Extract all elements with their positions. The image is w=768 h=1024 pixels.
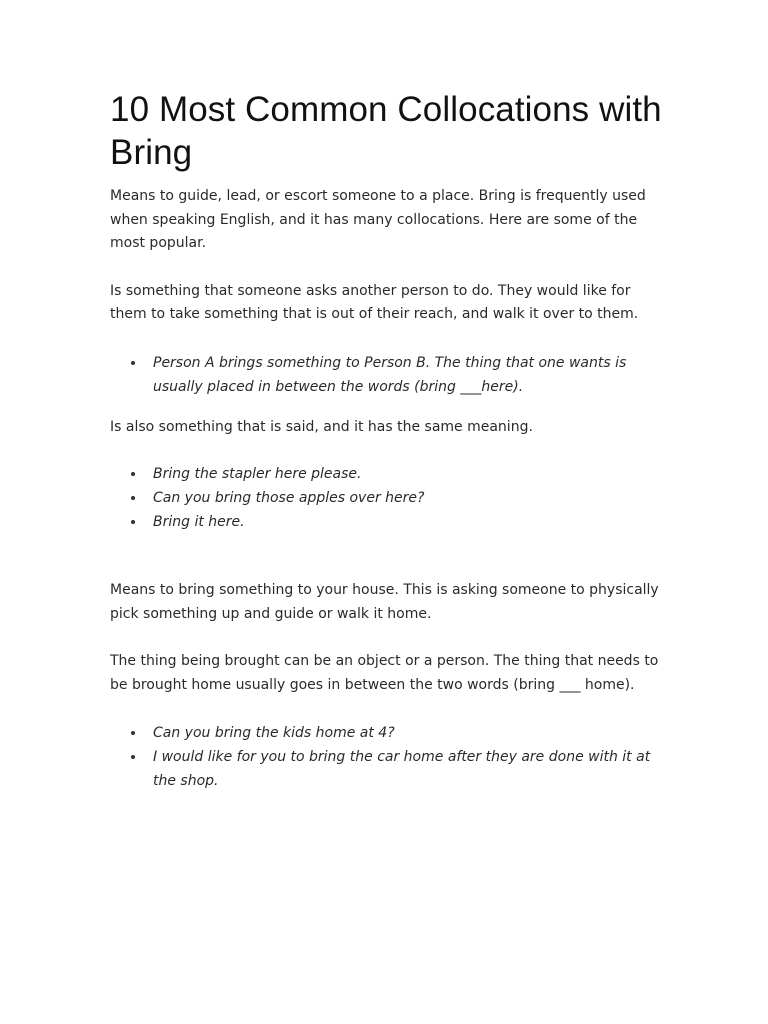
document-page (110, 88, 670, 793)
list-item: Can you bring the kids home at 4? (153, 721, 670, 745)
bring-here-pattern-list (110, 351, 670, 399)
bring-here-definition: Is something that someone asks another person to do. They would like for them to take something that is out of their reach, and walk it over to them. (110, 282, 639, 322)
bring-here-examples-list (110, 462, 670, 534)
list-item: Can you bring those apples over here? (153, 486, 670, 510)
list-item: Person A brings something to Person B. The thing that one wants is usually placed in between the words (bring ___here). (153, 351, 670, 399)
bring-home-examples-list (110, 721, 670, 793)
list-item: I would like for you to bring the car home after they are done with it at the shop. (153, 745, 670, 793)
list-item: Bring the stapler here please. (153, 462, 670, 486)
bring-home-detail: The thing being brought can be an object or a person. The thing that needs to be brought home usually goes in between the two words (bring ___ home). (110, 653, 659, 693)
bring-here-same-meaning: Is also something that is said, and it has the same meaning. (110, 418, 533, 435)
page-title: 10 Most Common Collocations with Bring (110, 90, 662, 172)
bring-home-definition: Means to bring something to your house. This is asking someone to physically pick something up and guide or walk it home. (110, 582, 659, 622)
list-item: Bring it here. (153, 510, 670, 534)
intro-paragraph: Means to guide, lead, or escort someone to a place. Bring is frequently used when speaking English, and it has many collocations. Here are some of the most popular. (110, 188, 646, 251)
